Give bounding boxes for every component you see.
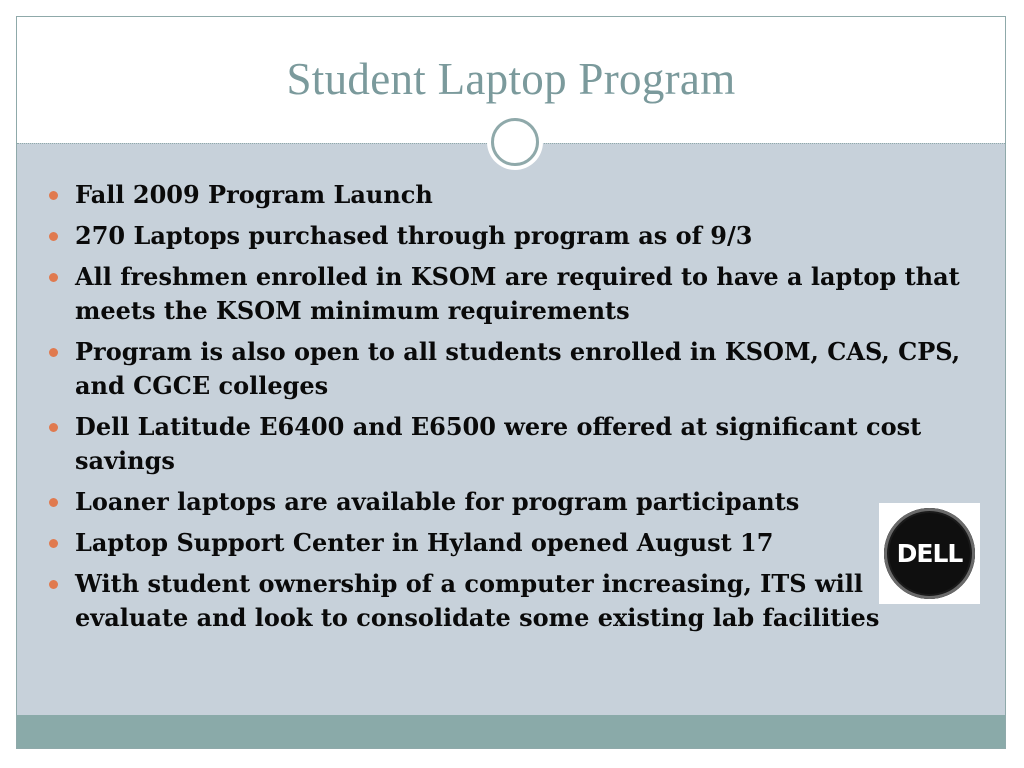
bullet-list	[75, 178, 975, 642]
bullet-dot-icon	[49, 539, 58, 548]
slide-frame	[16, 16, 1006, 749]
bullet-text: Dell Latitude E6400 and E6500 were offered at significant cost savings	[75, 412, 922, 475]
bullet-item	[75, 410, 975, 478]
bullet-dot-icon	[49, 273, 58, 282]
bullet-text: Loaner laptops are available for program participants	[75, 487, 800, 516]
title-ornament-ring	[491, 118, 539, 166]
bullet-dot-icon	[49, 580, 58, 589]
bullet-item	[75, 178, 975, 212]
bullet-item	[75, 335, 975, 403]
dell-logo-text: DELL	[896, 539, 963, 568]
bullet-dot-icon	[49, 191, 58, 200]
bullet-text: With student ownership of a computer increasing, ITS will evaluate and look to consolidate some existing lab facilities	[75, 569, 880, 632]
bullet-item	[75, 219, 975, 253]
bullet-item	[75, 526, 975, 560]
dell-logo-image	[879, 503, 980, 604]
dell-logo-icon	[884, 508, 975, 599]
bullet-dot-icon	[49, 232, 58, 241]
bullet-text: Fall 2009 Program Launch	[75, 180, 433, 209]
content-area	[17, 144, 1005, 715]
bullet-item	[75, 485, 975, 519]
bullet-text: Program is also open to all students enrolled in KSOM, CAS, CPS, and CGCE colleges	[75, 337, 961, 400]
slide-title: Student Laptop Program	[286, 54, 736, 104]
bullet-dot-icon	[49, 348, 58, 357]
bullet-dot-icon	[49, 498, 58, 507]
bullet-dot-icon	[49, 423, 58, 432]
bullet-text: 270 Laptops purchased through program as of 9/3	[75, 221, 753, 250]
bullet-text: All freshmen enrolled in KSOM are required to have a laptop that meets the KSOM minimum requirements	[75, 262, 960, 325]
bullet-item	[75, 567, 975, 635]
bottom-band	[17, 715, 1005, 749]
bullet-text: Laptop Support Center in Hyland opened August 17	[75, 528, 774, 557]
bullet-item	[75, 260, 975, 328]
